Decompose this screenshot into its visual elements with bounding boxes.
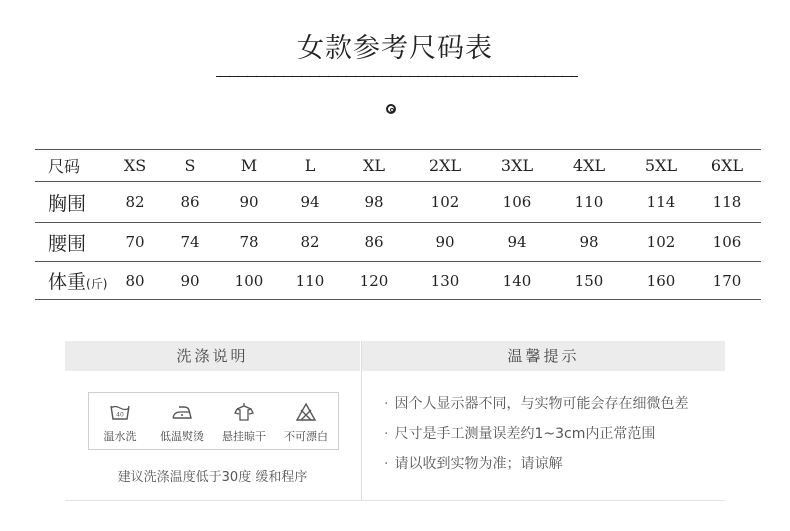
bullet: · xyxy=(384,456,389,472)
table-cell: 110 xyxy=(574,193,604,211)
table-cell: 74 xyxy=(180,233,200,251)
table-cell: 102 xyxy=(646,233,676,251)
row-label xyxy=(35,182,111,223)
table-cell: 86 xyxy=(364,233,384,251)
table-cell: 100 xyxy=(234,271,264,290)
table-cell: 86 xyxy=(180,193,200,211)
washing-heading: 洗涤说明 xyxy=(65,341,360,371)
table-cell: 170 xyxy=(712,271,742,290)
low-temp-iron-icon xyxy=(171,402,193,422)
size-col-header: M xyxy=(240,156,258,175)
table-cell: 106 xyxy=(502,193,532,211)
bullet: · xyxy=(384,396,389,412)
care-item xyxy=(151,402,213,444)
care-label: 悬挂晾干 xyxy=(222,430,266,443)
row-label xyxy=(35,262,111,300)
table-cell: 114 xyxy=(646,193,676,211)
warm-water-wash-icon xyxy=(109,402,131,422)
care-item xyxy=(89,402,151,444)
list-item xyxy=(384,424,688,454)
tip-text: 尺寸是手工测量误差约1~3cm内正常范围 xyxy=(394,426,656,442)
tip-text: 请以收到实物为准；请谅解 xyxy=(394,456,563,472)
table-cell: 90 xyxy=(180,271,200,290)
table-row xyxy=(35,223,761,262)
ring-icon xyxy=(386,104,396,114)
table-cell: 82 xyxy=(125,193,145,211)
hang-dry-icon xyxy=(233,402,255,422)
table-cell: 118 xyxy=(712,193,742,211)
size-col-header: XL xyxy=(362,156,385,175)
care-label: 低温熨烫 xyxy=(160,430,204,443)
table-cell: 90 xyxy=(435,233,455,251)
table-row xyxy=(35,182,761,223)
size-col-header: S xyxy=(184,156,196,175)
svg-text:40: 40 xyxy=(116,411,124,419)
care-item xyxy=(275,402,337,444)
table-row xyxy=(35,262,761,300)
care-label: 温水洗 xyxy=(103,430,137,443)
bullet: · xyxy=(384,426,389,442)
table-cell: 102 xyxy=(430,193,460,211)
table-cell: 90 xyxy=(239,193,259,211)
size-col-header: XS xyxy=(123,156,147,175)
row-label-text: 胸围 xyxy=(48,192,87,215)
tip-text: 因个人显示器不同，与实物可能会存在细微色差 xyxy=(394,396,689,412)
table-cell: 150 xyxy=(574,271,604,290)
table-cell: 110 xyxy=(295,271,325,290)
list-item xyxy=(384,454,688,484)
row-label xyxy=(35,223,111,262)
size-col-header: 6XL xyxy=(710,156,744,175)
care-item xyxy=(213,402,275,444)
table-cell: 140 xyxy=(502,271,532,290)
row-label-text: 腰围 xyxy=(48,232,87,255)
table-cell: 70 xyxy=(125,233,145,251)
row-label-text: 体重 xyxy=(48,271,87,293)
table-cell: 160 xyxy=(646,271,676,290)
table-cell: 98 xyxy=(364,193,384,211)
table-cell: 94 xyxy=(507,233,527,251)
size-header-row xyxy=(35,150,761,182)
care-label: 不可漂白 xyxy=(284,430,328,443)
size-col-header: 2XL xyxy=(428,156,462,175)
size-header-label: 尺码 xyxy=(48,157,81,176)
size-table xyxy=(35,149,761,300)
bottom-divider xyxy=(65,500,725,501)
row-label-unit: (斤) xyxy=(86,277,108,291)
title-underline xyxy=(216,76,578,77)
tips-heading: 温馨提示 xyxy=(362,341,725,371)
size-col-header: L xyxy=(304,156,316,175)
table-cell: 120 xyxy=(359,271,389,290)
table-cell: 94 xyxy=(300,193,320,211)
tips-list xyxy=(384,394,688,484)
size-col-header: 5XL xyxy=(644,156,678,175)
table-cell: 82 xyxy=(300,233,320,251)
page-title: 女款参考尺码表 xyxy=(297,33,493,64)
table-cell: 106 xyxy=(712,233,742,251)
table-cell: 78 xyxy=(239,233,259,251)
panel-divider xyxy=(361,341,362,501)
table-cell: 130 xyxy=(430,271,460,290)
size-col-header: 4XL xyxy=(572,156,606,175)
no-bleach-icon xyxy=(295,402,317,422)
table-cell: 80 xyxy=(125,271,145,290)
care-icons-box xyxy=(88,392,339,450)
list-item xyxy=(384,394,688,424)
washing-note: 建议洗涤温度低于30度 缓和程序 xyxy=(117,470,308,485)
size-col-header: 3XL xyxy=(500,156,534,175)
table-cell: 98 xyxy=(579,233,599,251)
